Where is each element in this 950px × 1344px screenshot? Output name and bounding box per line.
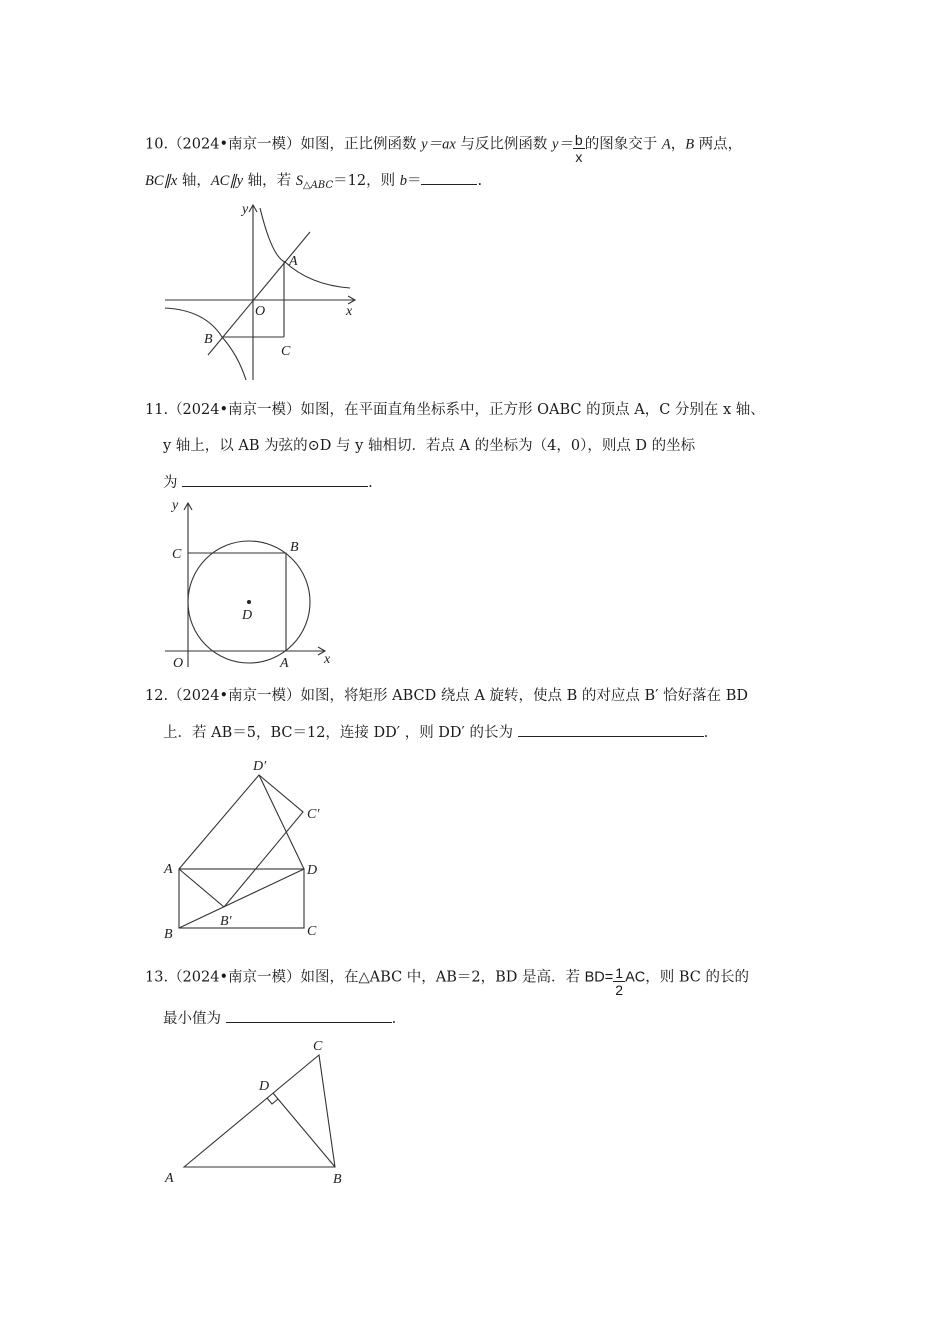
area-subscript: △ABC bbox=[303, 180, 334, 191]
problem-text: 为 bbox=[163, 475, 178, 491]
problem-text: 的图象交于 bbox=[584, 136, 662, 153]
function-expression: y＝ax bbox=[421, 136, 456, 153]
label-D-prime: D′ bbox=[253, 759, 267, 774]
parallel-symbol: ∥ bbox=[229, 173, 237, 189]
problem-text: 上．若 AB＝5，BC＝12，连接 DD′ ，则 DD′ 的长为 bbox=[163, 725, 513, 741]
problem-11-line-1 bbox=[145, 400, 765, 420]
axis-label: y bbox=[236, 173, 244, 189]
label-y: y bbox=[172, 498, 179, 513]
point-label: B bbox=[685, 136, 695, 153]
variable: b bbox=[399, 173, 407, 189]
segment-label: BC bbox=[145, 173, 164, 189]
label-A: A bbox=[289, 254, 298, 269]
point-label: A bbox=[661, 136, 671, 153]
answer-blank[interactable] bbox=[421, 170, 477, 185]
problem-text: ＝12，则 bbox=[333, 173, 400, 189]
problem-text: 如图，将矩形 ABCD 绕点 A 旋转，使点 B 的对应点 B′ 恰好落在 BD bbox=[300, 688, 748, 704]
problem-13-figure bbox=[155, 1030, 355, 1190]
problem-number: 13. bbox=[145, 969, 169, 986]
rotated-rectangle bbox=[179, 775, 303, 907]
fraction bbox=[573, 132, 585, 165]
problem-text: y 轴上，以 AB 为弦的⊙D 与 y 轴相切．若点 A 的坐标为（4，0），则点 D 的坐标 bbox=[163, 438, 696, 454]
fraction-numerator: 1 bbox=[615, 965, 624, 981]
answer-blank[interactable] bbox=[182, 472, 368, 487]
label-x: x bbox=[346, 304, 353, 319]
segment-AB-prime bbox=[179, 869, 224, 907]
problem-10-figure bbox=[160, 195, 370, 385]
label-B: B bbox=[164, 927, 173, 942]
problem-text: 如图，正比例函数 bbox=[300, 136, 422, 153]
label-O: O bbox=[255, 304, 266, 319]
problem-13-line-1 bbox=[145, 961, 749, 998]
problem-number: 10. bbox=[145, 136, 169, 153]
problem-12-line-1 bbox=[145, 686, 748, 706]
function-expression: y＝ bbox=[551, 136, 573, 153]
center-point-D bbox=[247, 600, 251, 604]
problem-text: ＝ bbox=[406, 173, 422, 189]
label-A: A bbox=[280, 656, 289, 671]
parallel-symbol: ∥ bbox=[163, 173, 171, 189]
punctuation: . bbox=[477, 173, 483, 189]
punctuation: . bbox=[391, 1011, 397, 1027]
label-O: O bbox=[173, 656, 184, 671]
segment-label: AC bbox=[210, 173, 230, 189]
answer-blank[interactable] bbox=[226, 1008, 392, 1023]
punctuation: ， bbox=[670, 136, 686, 153]
label-C: C bbox=[313, 1039, 323, 1054]
label-B: B bbox=[204, 332, 213, 347]
label-B: B bbox=[290, 540, 299, 555]
label-D: D bbox=[259, 1079, 270, 1094]
problem-12-figure bbox=[155, 750, 345, 945]
label-D: D bbox=[307, 863, 318, 878]
problem-source: （2024•南京一模） bbox=[168, 969, 301, 986]
fraction-numerator: b bbox=[574, 132, 583, 148]
diagonal-BD bbox=[179, 869, 304, 928]
label-A: A bbox=[164, 862, 173, 877]
fraction-denominator: x bbox=[575, 149, 583, 165]
punctuation: . bbox=[368, 475, 373, 491]
problem-10-line-1 bbox=[145, 128, 743, 165]
label-C: C bbox=[172, 547, 182, 562]
fraction-denominator: 2 bbox=[615, 982, 624, 998]
segment-DD-prime bbox=[259, 775, 304, 869]
label-y: y bbox=[242, 202, 249, 217]
problem-source: （2024•南京一模） bbox=[168, 402, 301, 418]
problem-13-line-2 bbox=[163, 1008, 396, 1029]
right-angle-marker-icon bbox=[267, 1098, 278, 1104]
label-D: D bbox=[242, 608, 253, 623]
equation-lhs: BD= bbox=[584, 969, 614, 986]
problem-text: 最小值为 bbox=[163, 1011, 221, 1027]
triangle-ABC bbox=[184, 1055, 335, 1167]
problem-text: 轴，若 bbox=[243, 173, 296, 189]
punctuation: . bbox=[703, 725, 709, 741]
equation-rhs: AC bbox=[625, 969, 646, 986]
problem-text: 如图，在平面直角坐标系中，正方形 OABC 的顶点 A，C 分别在 x 轴、 bbox=[300, 402, 765, 418]
problem-source: （2024•南京一模） bbox=[168, 688, 301, 704]
problem-number: 12. bbox=[145, 688, 169, 704]
square-OABC bbox=[188, 553, 286, 651]
label-B-prime: B′ bbox=[220, 914, 232, 929]
problem-11-figure bbox=[160, 495, 340, 675]
area-symbol: S bbox=[295, 173, 304, 189]
problem-text: 与反比例函数 bbox=[455, 136, 552, 153]
label-x: x bbox=[324, 652, 331, 667]
problem-10-line-2 bbox=[145, 170, 482, 196]
problem-text: 两点， bbox=[694, 136, 743, 153]
problem-text: 轴， bbox=[177, 173, 211, 189]
label-B: B bbox=[333, 1172, 342, 1187]
answer-blank[interactable] bbox=[518, 722, 704, 737]
problem-source: （2024•南京一模） bbox=[168, 136, 301, 153]
fraction bbox=[613, 965, 625, 998]
problem-12-line-2 bbox=[163, 722, 708, 743]
label-A: A bbox=[165, 1171, 174, 1186]
problem-text: 如图，在△ABC 中，AB＝2，BD 是高．若 bbox=[300, 969, 585, 986]
problem-11-line-3 bbox=[163, 472, 373, 493]
problem-number: 11. bbox=[145, 402, 169, 418]
problem-text: ，则 BC 的长的 bbox=[645, 969, 749, 986]
problem-11-line-2 bbox=[163, 436, 695, 456]
label-C: C bbox=[307, 924, 317, 939]
label-C-prime: C′ bbox=[307, 807, 320, 822]
axis-label: x bbox=[170, 173, 178, 189]
label-C: C bbox=[281, 344, 291, 359]
